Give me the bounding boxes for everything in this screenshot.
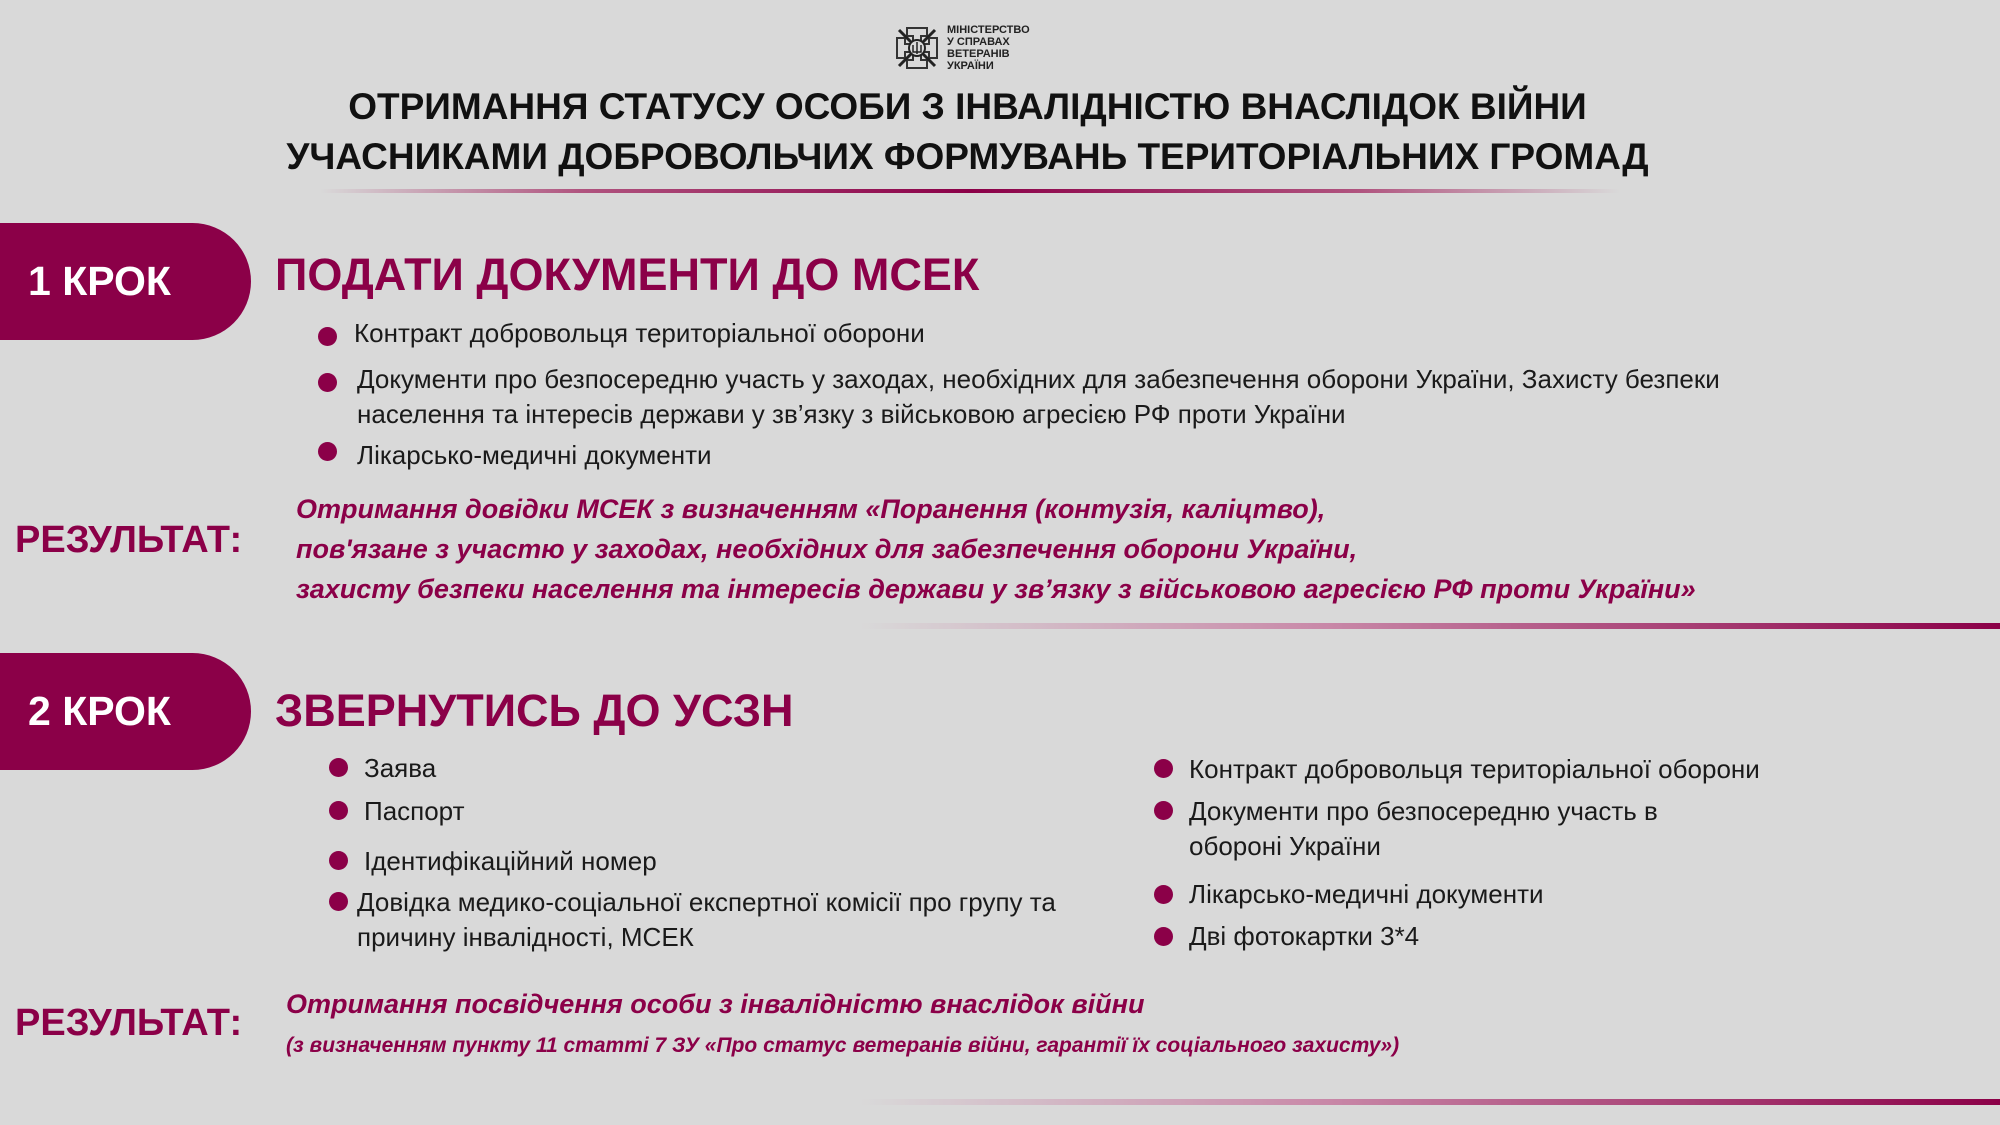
list-item: Лікарсько-медичні документи <box>1189 879 1544 909</box>
ministry-name <box>947 24 1030 72</box>
step1-result-line: захисту безпеки населення та інтересів держави у зв’язку з військовою агресією РФ проти України» <box>296 574 1696 604</box>
page-title-line2: УЧАСНИКАМИ ДОБРОВОЛЬЧИХ ФОРМУВАНЬ ТЕРИТОРІАЛЬНИХ ГРОМАД <box>286 136 1649 177</box>
list-item: Контракт добровольця територіальної оборони <box>1189 754 1760 784</box>
list-item: Лікарсько-медичні документи <box>357 440 712 470</box>
step2-heading: ЗВЕРНУТИСЬ ДО УСЗН <box>275 685 794 736</box>
bullet-icon <box>329 758 348 777</box>
list-item: Документи про безпосередню участь в <box>1189 796 1658 826</box>
list-item: Заява <box>364 753 437 783</box>
step2-badge: 2 КРОК <box>0 653 251 770</box>
step2-result-note: (з визначенням пункту 11 статті 7 ЗУ «Про статус ветеранів війни, гарантії їх соціального захисту») <box>286 1034 1400 1057</box>
step1-result-label: РЕЗУЛЬТАТ: <box>15 519 243 561</box>
step1-heading: ПОДАТИ ДОКУМЕНТИ ДО МСЕК <box>275 249 980 300</box>
ministry-emblem-icon <box>893 24 941 72</box>
bullet-icon <box>318 373 337 392</box>
bullet-icon <box>318 442 337 461</box>
page-title-line1: ОТРИМАННЯ СТАТУСУ ОСОБИ З ІНВАЛІДНІСТЮ ВНАСЛІДОК ВІЙНИ <box>348 86 1587 127</box>
ministry-logo <box>893 20 1053 76</box>
logo-line: УКРАЇНИ <box>947 60 994 72</box>
list-item-continued: причину інвалідності, МСЕК <box>357 922 694 952</box>
step2-result-label: РЕЗУЛЬТАТ: <box>15 1002 243 1044</box>
bullet-icon <box>329 851 348 870</box>
list-item: Контракт добровольця територіальної оборони <box>354 318 925 348</box>
bullet-icon <box>329 801 348 820</box>
bullet-icon <box>1154 885 1173 904</box>
list-item-continued: населення та інтересів держави у зв’язку з військовою агресією РФ проти України <box>357 399 1346 429</box>
list-item: Дві фотокартки 3*4 <box>1189 921 1420 951</box>
bullet-icon <box>1154 927 1173 946</box>
bullet-icon <box>1154 759 1173 778</box>
bullet-icon <box>318 327 337 346</box>
step2-result-line: Отримання посвідчення особи з інвалідністю внаслідок війни <box>286 989 1145 1019</box>
section-divider <box>860 623 2000 629</box>
step1-result-line: пов'язане з участю у заходах, необхідних для забезпечення оборони України, <box>296 534 1358 564</box>
logo-line: ВЕТЕРАНІВ <box>947 48 1010 60</box>
step1-badge: 1 КРОК <box>0 223 251 340</box>
step1-result-line: Отримання довідки МСЕК з визначенням «Поранення (контузія, каліцтво), <box>296 494 1326 524</box>
list-item-continued: обороні України <box>1189 831 1381 861</box>
bullet-icon <box>1154 801 1173 820</box>
list-item: Довідка медико-соціальної експертної комісії про групу та <box>357 887 1056 917</box>
logo-line: У СПРАВАХ <box>947 36 1010 48</box>
list-item: Ідентифікаційний номер <box>364 846 657 876</box>
logo-line: МІНІСТЕРСТВО <box>947 24 1030 36</box>
list-item: Паспорт <box>364 796 465 826</box>
list-item: Документи про безпосередню участь у заходах, необхідних для забезпечення оборони України, Захисту безпеки <box>357 364 1720 394</box>
bullet-icon <box>329 892 348 911</box>
title-underline <box>320 189 1620 193</box>
section-divider <box>860 1099 2000 1105</box>
